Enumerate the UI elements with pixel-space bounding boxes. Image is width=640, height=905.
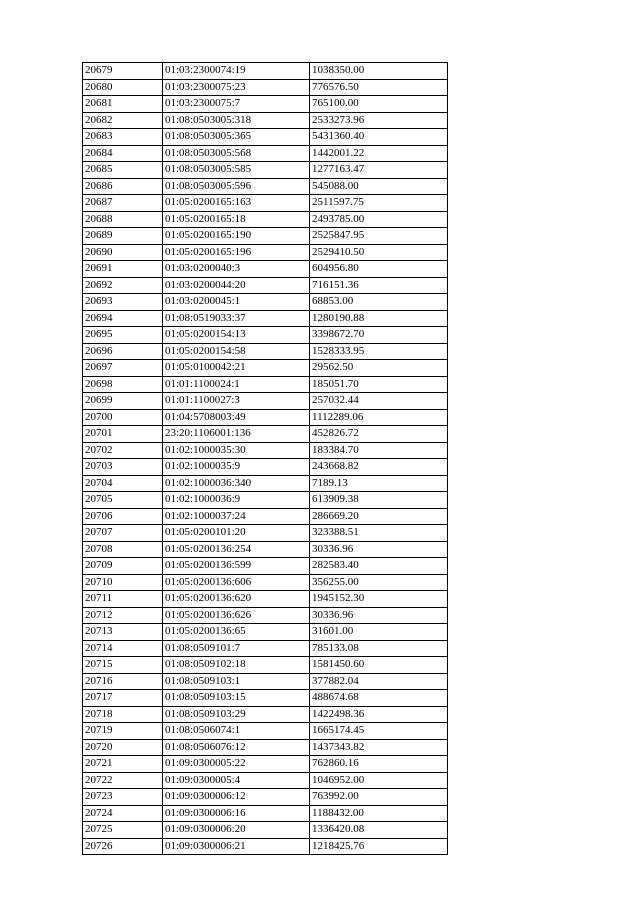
cadastral-number-cell: 01:08:0519033:37: [163, 310, 310, 327]
table-row: [83, 145, 448, 162]
table-row: [83, 162, 448, 179]
table-row: [83, 739, 448, 756]
table-row: [83, 805, 448, 822]
table-row: [83, 426, 448, 443]
row-number-cell: 20720: [83, 739, 163, 756]
cadastral-number-cell: 01:08:0506076:12: [163, 739, 310, 756]
value-cell: 452826.72: [310, 426, 448, 443]
value-cell: 3398672.70: [310, 327, 448, 344]
value-cell: 2511597.75: [310, 195, 448, 212]
cadastral-number-cell: 01:05:0200136:606: [163, 574, 310, 591]
row-number-cell: 20726: [83, 838, 163, 855]
value-cell: 1945152.30: [310, 591, 448, 608]
row-number-cell: 20685: [83, 162, 163, 179]
table-row: [83, 706, 448, 723]
row-number-cell: 20707: [83, 525, 163, 542]
value-cell: 1218425.76: [310, 838, 448, 855]
table-row: [83, 360, 448, 377]
table-row: [83, 541, 448, 558]
row-number-cell: 20686: [83, 178, 163, 195]
table-row: [83, 723, 448, 740]
table-row: [83, 558, 448, 575]
cadastral-number-cell: 01:04:5708003:49: [163, 409, 310, 426]
cadastral-number-cell: 01:05:0200101:20: [163, 525, 310, 542]
row-number-cell: 20703: [83, 459, 163, 476]
value-cell: 763992.00: [310, 789, 448, 806]
row-number-cell: 20688: [83, 211, 163, 228]
cadastral-number-cell: 01:03:0200040:3: [163, 261, 310, 278]
value-cell: 604956.80: [310, 261, 448, 278]
cadastral-number-cell: 01:09:0300006:16: [163, 805, 310, 822]
value-cell: 613909.38: [310, 492, 448, 509]
table-row: [83, 195, 448, 212]
row-number-cell: 20693: [83, 294, 163, 311]
row-number-cell: 20712: [83, 607, 163, 624]
table-row: [83, 624, 448, 641]
table-row: [83, 459, 448, 476]
row-number-cell: 20708: [83, 541, 163, 558]
table-row: [83, 673, 448, 690]
row-number-cell: 20696: [83, 343, 163, 360]
cadastral-number-cell: 01:02:1000035:9: [163, 459, 310, 476]
cadastral-number-cell: 01:02:1000035:30: [163, 442, 310, 459]
table-row: [83, 129, 448, 146]
value-cell: 2493785.00: [310, 211, 448, 228]
table-row: [83, 228, 448, 245]
table-row: [83, 178, 448, 195]
value-cell: 356255.00: [310, 574, 448, 591]
row-number-cell: 20718: [83, 706, 163, 723]
table-row: [83, 277, 448, 294]
row-number-cell: 20692: [83, 277, 163, 294]
table-row: [83, 789, 448, 806]
cadastral-number-cell: 01:02:1000036:9: [163, 492, 310, 509]
row-number-cell: 20706: [83, 508, 163, 525]
table-row: [83, 343, 448, 360]
row-number-cell: 20701: [83, 426, 163, 443]
value-cell: 765100.00: [310, 96, 448, 113]
value-cell: 776576.50: [310, 79, 448, 96]
row-number-cell: 20694: [83, 310, 163, 327]
row-number-cell: 20691: [83, 261, 163, 278]
cadastral-number-cell: 01:08:0506074:1: [163, 723, 310, 740]
row-number-cell: 20713: [83, 624, 163, 641]
row-number-cell: 20684: [83, 145, 163, 162]
row-number-cell: 20705: [83, 492, 163, 509]
cadastral-number-cell: 01:03:0200044:20: [163, 277, 310, 294]
row-number-cell: 20717: [83, 690, 163, 707]
row-number-cell: 20725: [83, 822, 163, 839]
cadastral-number-cell: 01:05:0200136:620: [163, 591, 310, 608]
row-number-cell: 20710: [83, 574, 163, 591]
value-cell: 5431360.40: [310, 129, 448, 146]
table-row: [83, 640, 448, 657]
table-row: [83, 525, 448, 542]
table-row: [83, 96, 448, 113]
cadastral-number-cell: 01:09:0300006:20: [163, 822, 310, 839]
table-row: [83, 112, 448, 129]
table-row: [83, 574, 448, 591]
cadastral-number-cell: 01:09:0300005:4: [163, 772, 310, 789]
value-cell: 377882.04: [310, 673, 448, 690]
row-number-cell: 20682: [83, 112, 163, 129]
value-cell: 243668.82: [310, 459, 448, 476]
value-cell: 1437343.82: [310, 739, 448, 756]
table-row: [83, 475, 448, 492]
cadastral-number-cell: 01:01:1100027:3: [163, 393, 310, 410]
row-number-cell: 20724: [83, 805, 163, 822]
row-number-cell: 20721: [83, 756, 163, 773]
row-number-cell: 20700: [83, 409, 163, 426]
value-cell: 1112289.06: [310, 409, 448, 426]
cadastral-number-cell: 01:05:0200165:18: [163, 211, 310, 228]
table-row: [83, 756, 448, 773]
cadastral-number-cell: 01:01:1100024:1: [163, 376, 310, 393]
value-cell: 183384.70: [310, 442, 448, 459]
value-cell: 185051.70: [310, 376, 448, 393]
cadastral-number-cell: 01:05:0100042:21: [163, 360, 310, 377]
cadastral-number-cell: 01:05:0200136:599: [163, 558, 310, 575]
row-number-cell: 20679: [83, 63, 163, 80]
table-row: [83, 442, 448, 459]
cadastral-number-cell: 01:05:0200154:13: [163, 327, 310, 344]
cadastral-number-cell: 01:05:0200165:190: [163, 228, 310, 245]
table-row: [83, 492, 448, 509]
value-cell: 2525847.95: [310, 228, 448, 245]
cadastral-number-cell: 01:05:0200165:196: [163, 244, 310, 261]
row-number-cell: 20722: [83, 772, 163, 789]
row-number-cell: 20709: [83, 558, 163, 575]
value-cell: 286669.20: [310, 508, 448, 525]
row-number-cell: 20697: [83, 360, 163, 377]
value-cell: 1422498.36: [310, 706, 448, 723]
value-cell: 29562.50: [310, 360, 448, 377]
row-number-cell: 20711: [83, 591, 163, 608]
value-cell: 1277163.47: [310, 162, 448, 179]
value-cell: 1581450.60: [310, 657, 448, 674]
value-cell: 68853.00: [310, 294, 448, 311]
table-row: [83, 772, 448, 789]
row-number-cell: 20689: [83, 228, 163, 245]
table-row: [83, 822, 448, 839]
table-body: [83, 63, 448, 855]
value-cell: 785133.08: [310, 640, 448, 657]
value-cell: 716151.36: [310, 277, 448, 294]
table-row: [83, 591, 448, 608]
cadastral-number-cell: 01:08:0509102:18: [163, 657, 310, 674]
data-table: [82, 62, 448, 855]
cadastral-number-cell: 01:02:1000036:340: [163, 475, 310, 492]
cadastral-number-cell: 01:02:1000037:24: [163, 508, 310, 525]
row-number-cell: 20690: [83, 244, 163, 261]
table-row: [83, 690, 448, 707]
cadastral-number-cell: 01:03:2300075:7: [163, 96, 310, 113]
table-row: [83, 838, 448, 855]
table-row: [83, 657, 448, 674]
value-cell: 282583.40: [310, 558, 448, 575]
cadastral-number-cell: 01:08:0503005:568: [163, 145, 310, 162]
table-row: [83, 211, 448, 228]
table-row: [83, 607, 448, 624]
value-cell: 2529410.50: [310, 244, 448, 261]
row-number-cell: 20683: [83, 129, 163, 146]
cadastral-number-cell: 01:08:0503005:596: [163, 178, 310, 195]
row-number-cell: 20680: [83, 79, 163, 96]
row-number-cell: 20681: [83, 96, 163, 113]
value-cell: 30336.96: [310, 607, 448, 624]
cadastral-number-cell: 01:08:0503005:365: [163, 129, 310, 146]
value-cell: 1280190.88: [310, 310, 448, 327]
value-cell: 1665174.45: [310, 723, 448, 740]
row-number-cell: 20714: [83, 640, 163, 657]
table-row: [83, 327, 448, 344]
table-row: [83, 310, 448, 327]
cadastral-number-cell: 01:05:0200165:163: [163, 195, 310, 212]
table-row: [83, 508, 448, 525]
value-cell: 2533273.96: [310, 112, 448, 129]
value-cell: 762860.16: [310, 756, 448, 773]
value-cell: 257032.44: [310, 393, 448, 410]
row-number-cell: 20704: [83, 475, 163, 492]
cadastral-number-cell: 23:20:1106001:136: [163, 426, 310, 443]
cadastral-number-cell: 01:08:0509103:29: [163, 706, 310, 723]
cadastral-number-cell: 01:05:0200136:65: [163, 624, 310, 641]
cadastral-number-cell: 01:05:0200154:58: [163, 343, 310, 360]
table-row: [83, 409, 448, 426]
value-cell: 323388.51: [310, 525, 448, 542]
cadastral-number-cell: 01:03:2300075:23: [163, 79, 310, 96]
value-cell: 1336420.08: [310, 822, 448, 839]
row-number-cell: 20687: [83, 195, 163, 212]
cadastral-number-cell: 01:05:0200136:626: [163, 607, 310, 624]
row-number-cell: 20723: [83, 789, 163, 806]
row-number-cell: 20716: [83, 673, 163, 690]
cadastral-number-cell: 01:08:0503005:318: [163, 112, 310, 129]
row-number-cell: 20699: [83, 393, 163, 410]
value-cell: 1442001.22: [310, 145, 448, 162]
cadastral-number-cell: 01:09:0300006:21: [163, 838, 310, 855]
cadastral-number-cell: 01:05:0200136:254: [163, 541, 310, 558]
value-cell: 1528333.95: [310, 343, 448, 360]
row-number-cell: 20695: [83, 327, 163, 344]
value-cell: 1038350.00: [310, 63, 448, 80]
row-number-cell: 20719: [83, 723, 163, 740]
table-row: [83, 63, 448, 80]
row-number-cell: 20715: [83, 657, 163, 674]
cadastral-number-cell: 01:09:0300006:12: [163, 789, 310, 806]
value-cell: 545088.00: [310, 178, 448, 195]
value-cell: 488674.68: [310, 690, 448, 707]
cadastral-number-cell: 01:03:2300074:19: [163, 63, 310, 80]
table-row: [83, 393, 448, 410]
table-row: [83, 244, 448, 261]
table-row: [83, 79, 448, 96]
cadastral-number-cell: 01:03:0200045:1: [163, 294, 310, 311]
cadastral-number-cell: 01:08:0503005:585: [163, 162, 310, 179]
value-cell: 1188432.00: [310, 805, 448, 822]
row-number-cell: 20702: [83, 442, 163, 459]
cadastral-number-cell: 01:08:0509103:15: [163, 690, 310, 707]
value-cell: 7189.13: [310, 475, 448, 492]
cadastral-number-cell: 01:08:0509101:7: [163, 640, 310, 657]
table-row: [83, 376, 448, 393]
value-cell: 30336.96: [310, 541, 448, 558]
row-number-cell: 20698: [83, 376, 163, 393]
cadastral-number-cell: 01:08:0509103:1: [163, 673, 310, 690]
table-row: [83, 294, 448, 311]
cadastral-number-cell: 01:09:0300005:22: [163, 756, 310, 773]
table-row: [83, 261, 448, 278]
value-cell: 31601.00: [310, 624, 448, 641]
value-cell: 1046952.00: [310, 772, 448, 789]
